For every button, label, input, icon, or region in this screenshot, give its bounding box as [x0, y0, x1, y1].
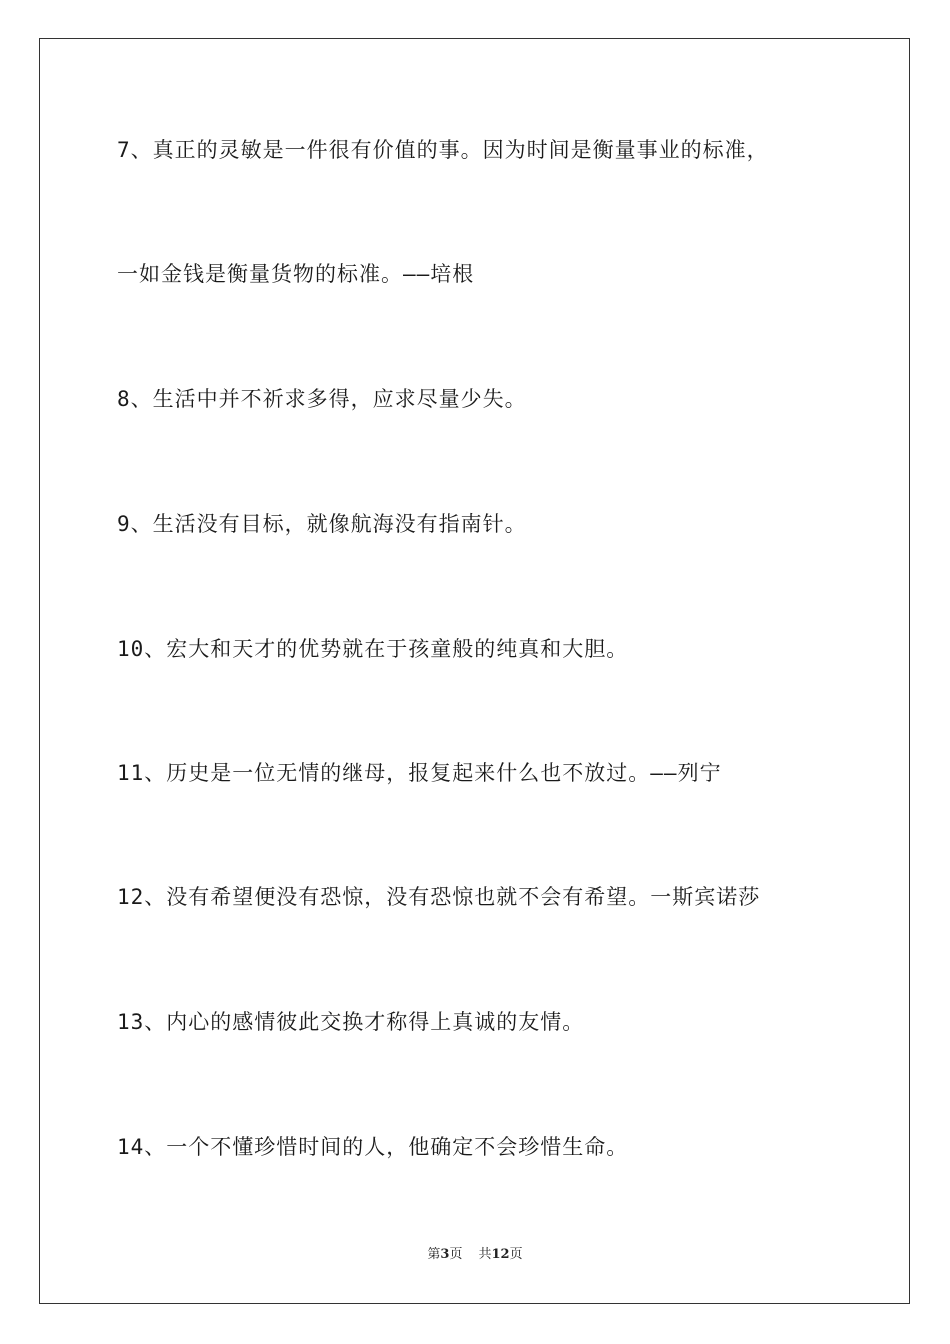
text-line-13: 13、内心的感情彼此交换才称得上真诚的友情。 [117, 1010, 585, 1034]
text-line-9: 9、生活没有目标，就像航海没有指南针。 [117, 512, 527, 536]
text-line-8: 8、生活中并不祈求多得，应求尽量少失。 [117, 387, 527, 411]
footer-page-prefix: 第 [427, 1247, 441, 1262]
text-line-7a: 7、真正的灵敏是一件很有价值的事。因为时间是衡量事业的标准， [117, 138, 769, 162]
text-line-11: 11、历史是一位无情的继母，报复起来什么也不放过。——列宁 [117, 761, 722, 785]
footer-total-prefix: 共 [478, 1247, 492, 1262]
footer-page-current: 3 [440, 1247, 450, 1262]
text-line-12: 12、没有希望便没有恐惊，没有恐惊也就不会有希望。一斯宾诺莎 [117, 885, 761, 909]
text-line-14: 14、一个不懂珍惜时间的人，他确定不会珍惜生命。 [117, 1135, 629, 1159]
page-footer [0, 1247, 950, 1263]
text-line-7b: 一如金钱是衡量货物的标准。——培根 [117, 262, 475, 286]
footer-total-suffix: 页 [509, 1247, 523, 1262]
text-line-10: 10、宏大和天才的优势就在于孩童般的纯真和大胆。 [117, 637, 629, 661]
page-border [39, 38, 910, 1304]
footer-total-pages: 12 [491, 1247, 510, 1262]
footer-page-suffix: 页 [449, 1247, 463, 1262]
